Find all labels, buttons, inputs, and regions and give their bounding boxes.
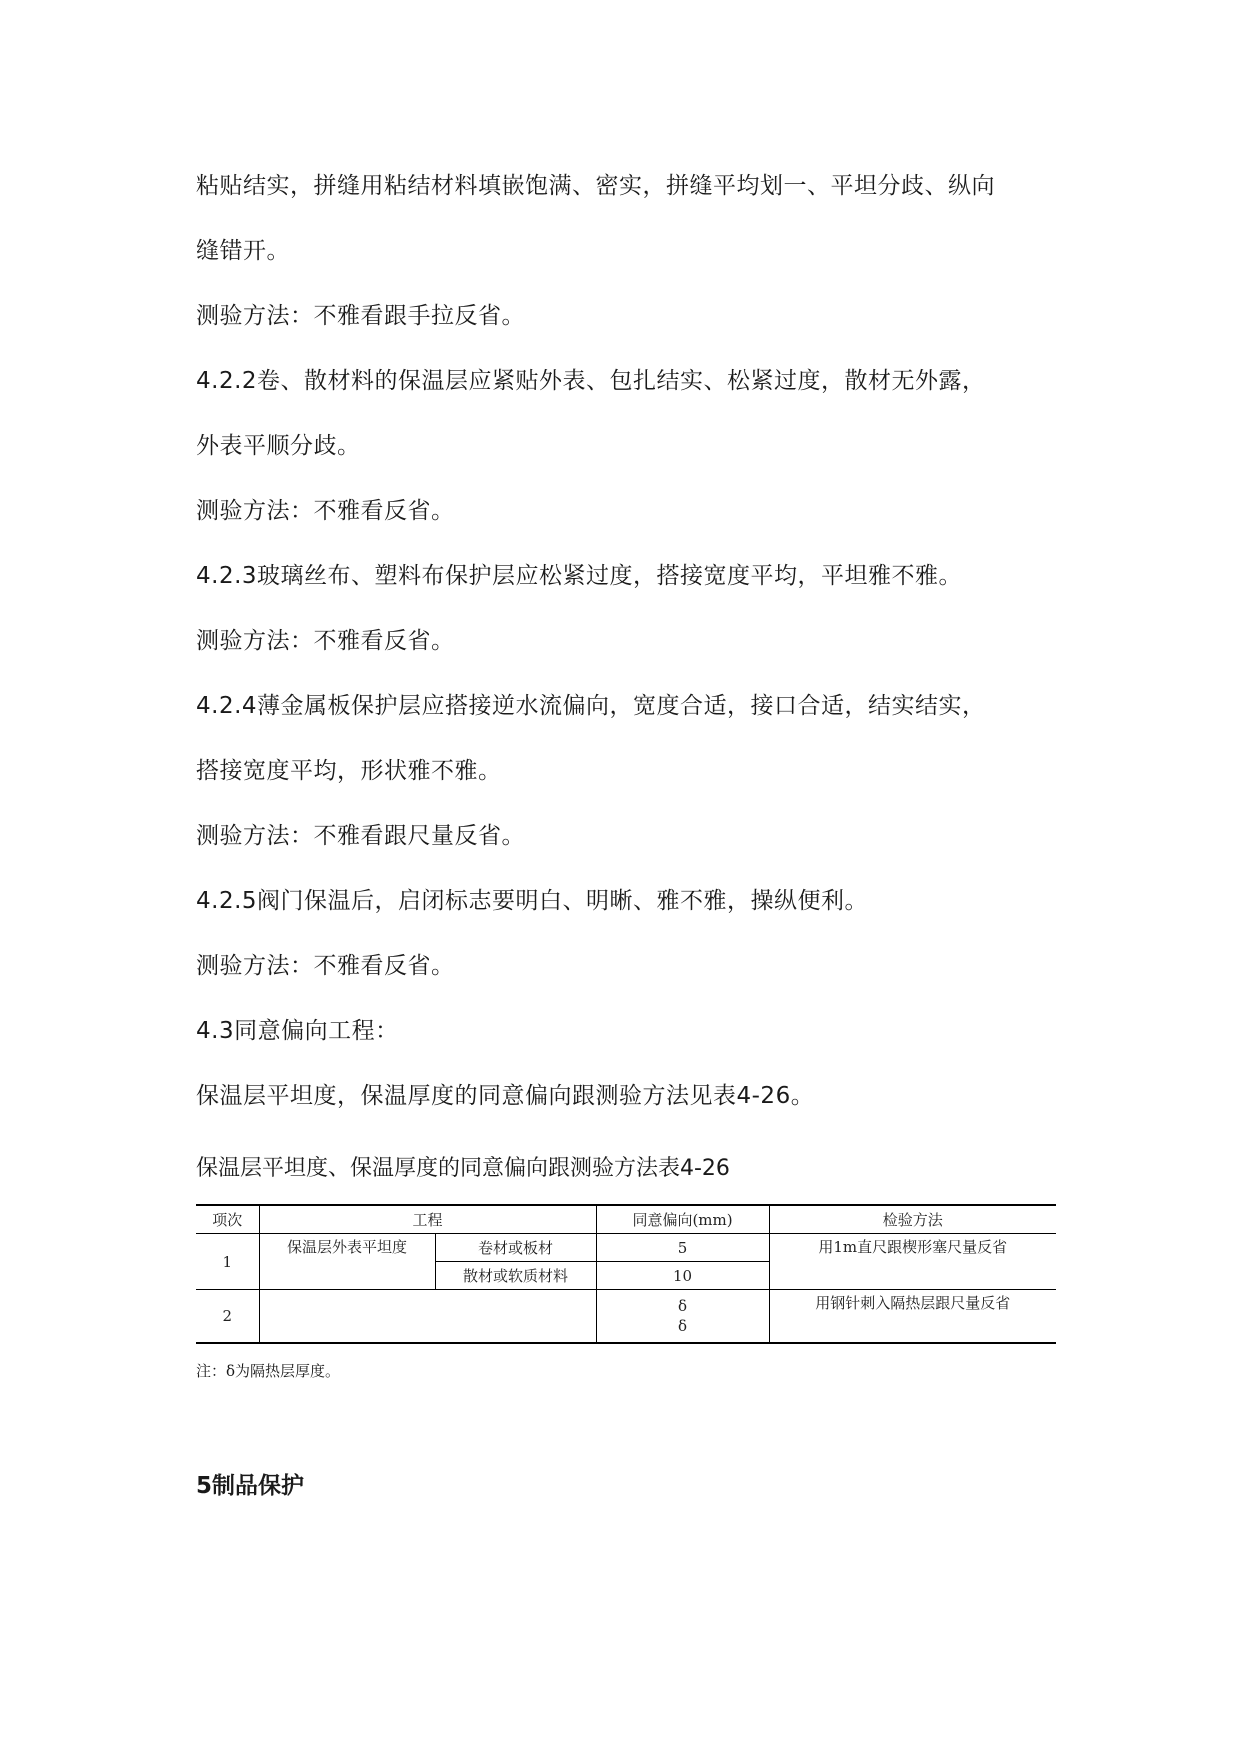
row-tolerance: 10 [596, 1262, 769, 1290]
paragraph-line: 搭接宽度平均，形状雅不雅。 [196, 758, 502, 784]
table-row [196, 1234, 1056, 1262]
paragraph-line: 外表平顺分歧。 [196, 433, 361, 459]
table-row [196, 1290, 1056, 1344]
row-method: 用钢针刺入隔热层跟尺量反省 [769, 1290, 1056, 1344]
section-heading: 5制品保护 [196, 1473, 305, 1499]
table-header-row [196, 1205, 1056, 1234]
paragraph-line: 粘贴结实，拼缝用粘结材料填嵌饱满、密实，拼缝平均划一、平坦分歧、纵向 [196, 173, 995, 199]
row-index: 1 [196, 1234, 259, 1290]
paragraph-line: 测验方法：不雅看跟手拉反省。 [196, 303, 525, 329]
header-method: 检验方法 [769, 1205, 1056, 1234]
row-item [259, 1290, 596, 1344]
paragraph-line: 保温层平坦度，保温厚度的同意偏向跟测验方法见表4-26。 [196, 1083, 815, 1109]
paragraph-line: 缝错开。 [196, 238, 290, 264]
table-caption: 保温层平坦度、保温厚度的同意偏向跟测验方法表4-26 [196, 1156, 730, 1181]
paragraph-line: 测验方法：不雅看反省。 [196, 498, 455, 524]
paragraph-line: 4.2.5阀门保温后，启闭标志要明白、明晰、雅不雅，操纵便利。 [196, 888, 869, 914]
tolerance-line: δ [678, 1297, 688, 1315]
row-material: 卷材或板材 [435, 1234, 596, 1262]
row-tolerance [596, 1290, 769, 1344]
header-tolerance: 同意偏向(mm) [596, 1205, 769, 1234]
paragraph-line: 4.2.4薄金属板保护层应搭接逆水流偏向，宽度合适，接口合适，结实结实， [196, 693, 986, 719]
paragraph-line: 4.2.3玻璃丝布、塑料布保护层应松紧过度，搭接宽度平均，平坦雅不雅。 [196, 563, 963, 589]
row-tolerance: 5 [596, 1234, 769, 1262]
row-index: 2 [196, 1290, 259, 1344]
table-note: 注：δ为隔热层厚度。 [196, 1362, 341, 1380]
paragraph-line: 测验方法：不雅看反省。 [196, 953, 455, 979]
tolerance-table [196, 1204, 1056, 1344]
row-material: 散材或软质材料 [435, 1262, 596, 1290]
paragraph-line: 测验方法：不雅看跟尺量反省。 [196, 823, 525, 849]
paragraph-line: 4.3同意偏向工程： [196, 1018, 399, 1044]
paragraph-line: 4.2.2卷、散材料的保温层应紧贴外表、包扎结实、松紧过度，散材无外露， [196, 368, 986, 394]
header-item: 工程 [259, 1205, 596, 1234]
row-item: 保温层外表平坦度 [259, 1234, 435, 1290]
row-method: 用1m直尺跟楔形塞尺量反省 [769, 1234, 1056, 1290]
header-index: 项次 [196, 1205, 259, 1234]
tolerance-line: δ [678, 1317, 688, 1335]
paragraph-line: 测验方法：不雅看反省。 [196, 628, 455, 654]
